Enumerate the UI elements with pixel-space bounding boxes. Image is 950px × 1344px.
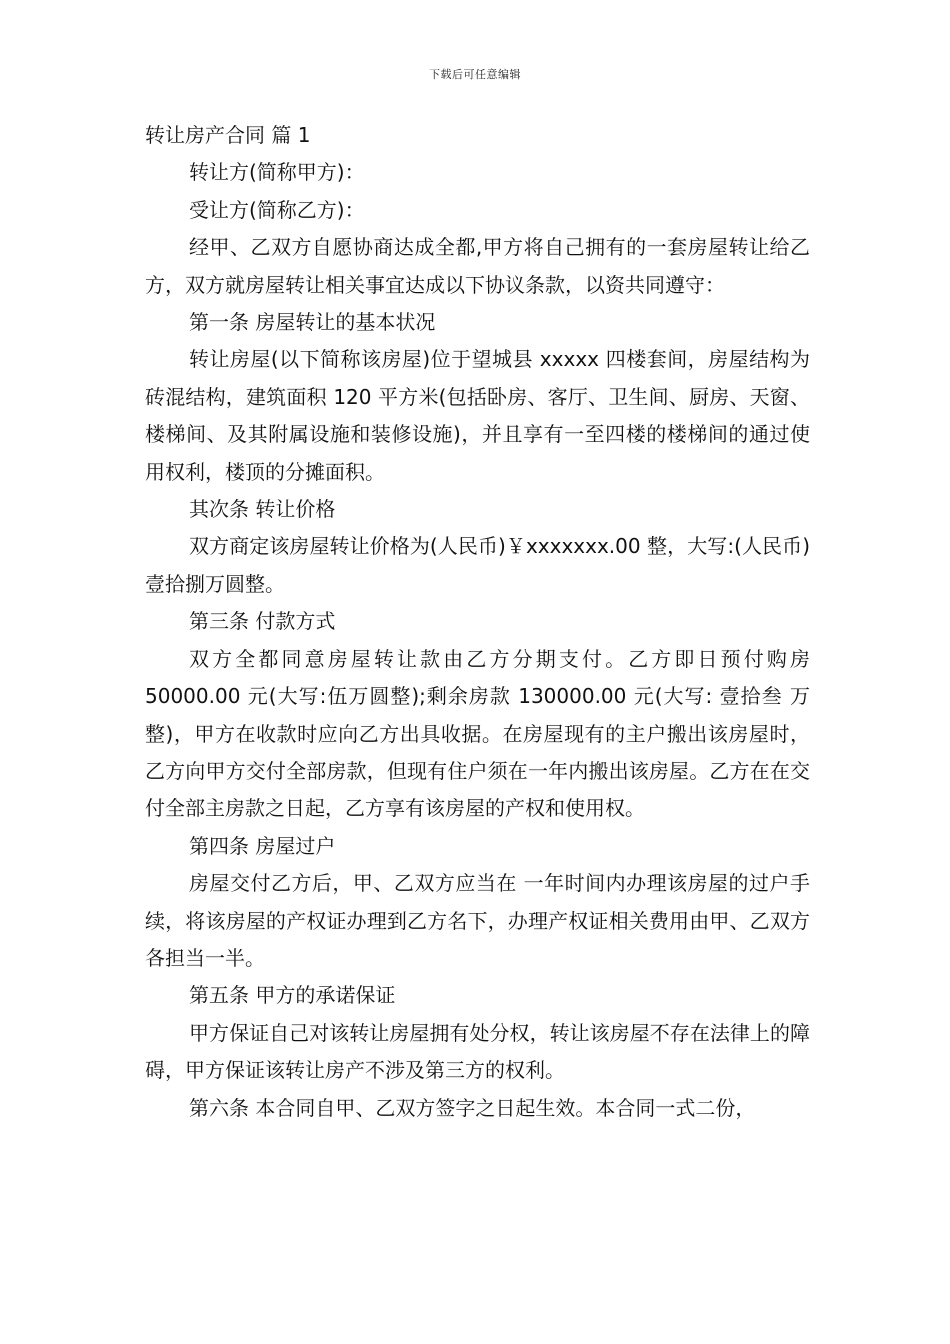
article-2-heading: 其次条 转让价格 xyxy=(189,497,336,522)
article-4-body: 房屋交付乙方后，甲、乙双方应当在 一年时间内办理该房屋的过户手续，将该房屋的产权证办理到乙方名下，办理产权证相关费用由甲、乙双方各担当一半。 xyxy=(145,871,810,970)
document-title: 转让房产合同 篇 1 xyxy=(145,123,311,147)
article-3-body: 双方全都同意房屋转让款由乙方分期支付。乙方即日预付购房 50000.00 元(大写:伍万圆整);剩余房款 130000.00 元(大写: 壹拾叁 万整)，甲方在收款时应向乙方出具收据。在房屋现有的主户搬出该房屋时，乙方向甲方交付全部房款，但现有住户须在一年内搬出该房屋。乙方在在交付全部主房款之日起，乙方享有该房屋的产权和使用权。 xyxy=(145,646,810,821)
party-b-line: 受让方(简称乙方)： xyxy=(189,197,365,222)
page-header-note: 下载后可任意编辑 xyxy=(429,68,521,81)
article-4-heading: 第四条 房屋过户 xyxy=(189,833,336,858)
article-5-body: 甲方保证自己对该转让房屋拥有处分权，转让该房屋不存在法律上的障碍，甲方保证该转让房产不涉及第三方的权利。 xyxy=(145,1020,810,1083)
article-1-heading: 第一条 房屋转让的基本状况 xyxy=(189,310,436,335)
intro-paragraph: 经甲、乙双方自愿协商达成全都,甲方将自己拥有的一套房屋转让给乙方，双方就房屋转让相关事宜达成以下协议条款，以资共同遵守： xyxy=(145,235,810,297)
article-5-heading: 第五条 甲方的承诺保证 xyxy=(189,983,396,1008)
document-body xyxy=(145,117,810,1127)
article-3-heading: 第三条 付款方式 xyxy=(189,609,336,634)
article-6-line: 第六条 本合同自甲、乙双方签字之日起生效。本合同一式二份， xyxy=(189,1095,756,1120)
article-2-body: 双方商定该房屋转让价格为(人民币)￥xxxxxxx.00 整，大写:(人民币)壹拾捌万圆整。 xyxy=(145,534,810,596)
party-a-line: 转让方(简称甲方)： xyxy=(189,160,365,185)
article-1-body: 转让房屋(以下简称该房屋)位于望城县 xxxxx 四楼套间，房屋结构为砖混结构，建筑面积 120 平方米(包括卧房、客厅、卫生间、厨房、天窗、楼梯间、及其附属设施和装修设施)，并且享有一至四楼的楼梯间的通过使用权利，楼顶的分摊面积。 xyxy=(145,347,810,484)
